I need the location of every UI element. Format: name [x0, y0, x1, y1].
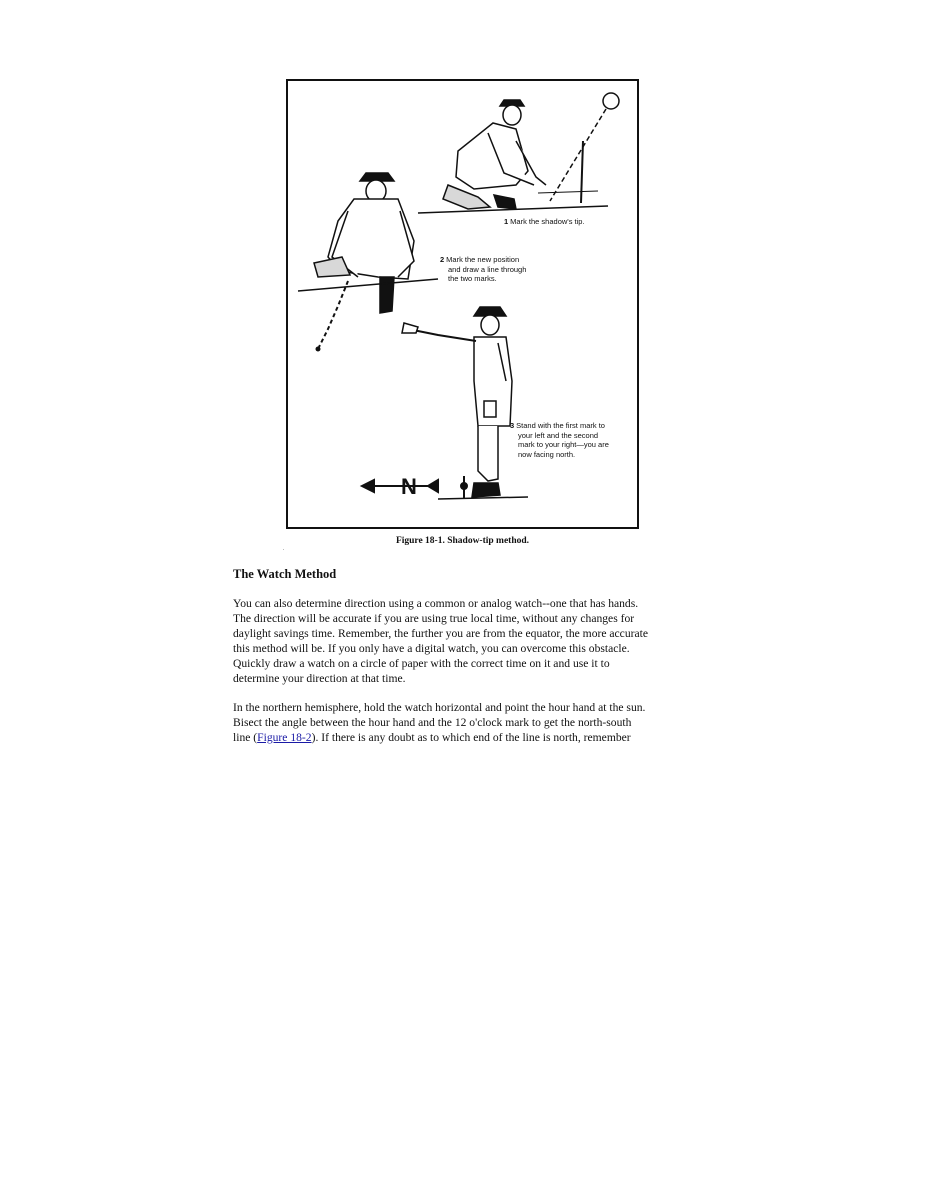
- north-letter: N: [401, 474, 417, 499]
- section-heading: The Watch Method: [233, 567, 337, 581]
- sun-ray: [550, 109, 606, 201]
- step-1-label: 1 Mark the shadow's tip.: [504, 217, 585, 226]
- shadow-tip-illustration: [288, 81, 639, 529]
- step-2-label: 2 Mark the new position and draw a line through the two marks.: [440, 255, 527, 283]
- step-3-label: 3 Stand with the first mark to your left and the second mark to your right—you are now facing north.: [510, 421, 609, 459]
- figure-18-2-link[interactable]: Figure 18-2: [257, 731, 312, 744]
- standing-person-3: [402, 307, 512, 497]
- sun-icon: [603, 93, 619, 109]
- figure-18-1: [286, 79, 639, 529]
- kneeling-person-1: [443, 100, 546, 209]
- squatting-person-2: [314, 173, 414, 313]
- paragraph-1: You can also determine direction using a common or analog watch--one that has hands. The direction will be accurate if you are using true local time, without any changes for daylight savings time. Remember, the further you are from the equator, the more accurate this method will be. If you only have a digital watch, you can overcome this obstacle. Quickly draw a watch on a circle of paper with the correct time on it and use it to determine your direction at that time.: [233, 597, 649, 685]
- figure-caption: Figure 18-1. Shadow-tip method.: [395, 536, 530, 546]
- paragraph-2: In the northern hemisphere, hold the watch horizontal and point the hour hand at the sun. Bisect the angle between the hour hand and the 12 o'clock mark to get the north-south line (Figure 18-2). If there is any doubt as to which end of the line is north, remember: [233, 701, 646, 744]
- scan-speck: [283, 549, 284, 550]
